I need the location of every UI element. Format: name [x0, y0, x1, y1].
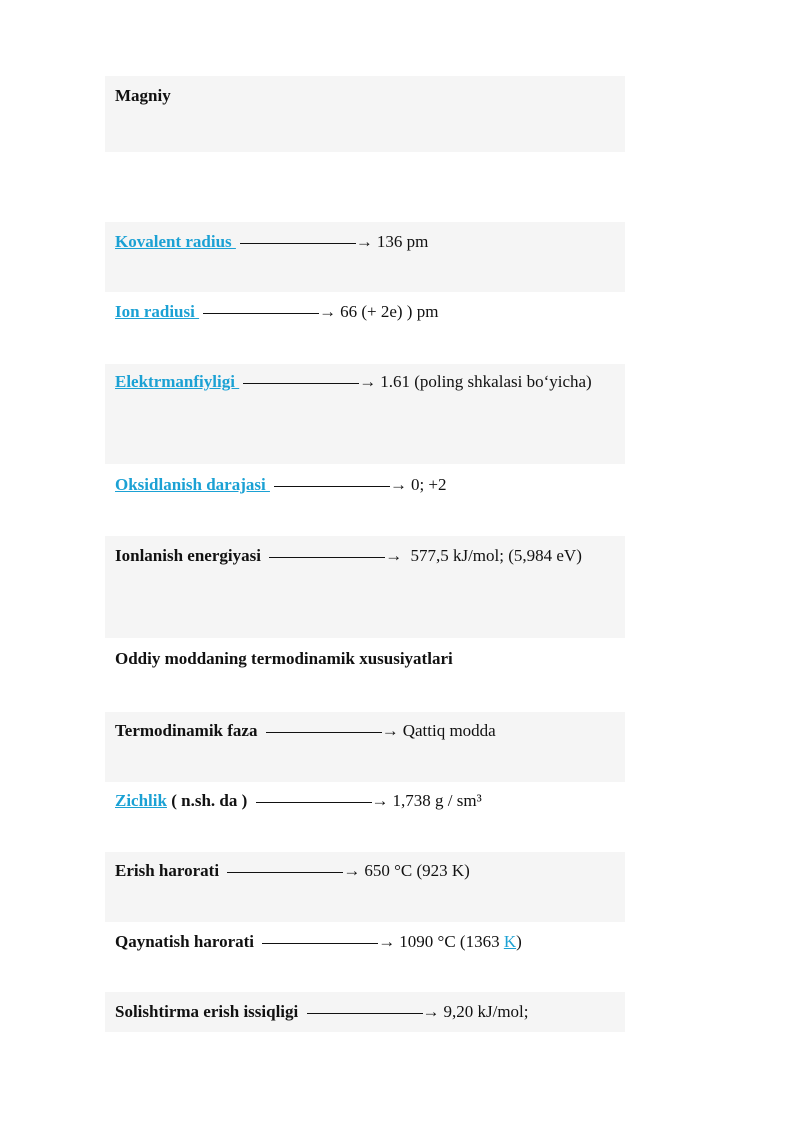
- dash-line: [269, 557, 385, 558]
- arrow-icon: →: [389, 475, 407, 494]
- kelvin-link[interactable]: K: [503, 932, 517, 951]
- dash-line: [227, 872, 343, 873]
- arrow-icon: →: [355, 232, 373, 251]
- row-zichlik: [105, 782, 625, 852]
- arrow-icon: →: [319, 302, 337, 321]
- section-heading: Oddiy moddaning termodinamik xususiyatlari: [115, 649, 453, 668]
- dash-line: [266, 732, 382, 733]
- zichlik-label: ( n.sh. da ): [166, 791, 252, 810]
- ion-radius-link[interactable]: Ion radiusi: [115, 302, 200, 321]
- arrow-icon: →: [359, 372, 377, 391]
- termodinamik-faza-value: Qattiq modda: [402, 721, 496, 740]
- dash-line: [274, 486, 390, 487]
- elektrmanfiyligi-link[interactable]: Elektrmanfiyligi: [115, 372, 240, 391]
- elektrmanfiyligi-value: 1.61 (poling shkalasi bo‘yicha): [380, 372, 592, 391]
- dash-line: [240, 243, 356, 244]
- row-qaynatish-harorati: [105, 922, 625, 992]
- ionlanish-energiyasi-value: 577,5 kJ/mol; (5,984 eV): [406, 546, 582, 565]
- oksidlanish-darajasi-link[interactable]: Oksidlanish darajasi: [115, 475, 270, 494]
- ionlanish-energiyasi-label: Ionlanish energiyasi: [115, 546, 266, 565]
- row-oksidlanish-darajasi: [105, 464, 625, 536]
- solishtirma-erish-issiqligi-value: 9,20 kJ/mol;: [443, 1002, 529, 1021]
- qaynatish-harorati-value-end: ): [516, 932, 522, 951]
- dash-line: [243, 383, 359, 384]
- row-elektrmanfiyligi: [105, 364, 625, 464]
- row-erish-harorati: [105, 852, 625, 922]
- row-ion-radius: [105, 292, 625, 364]
- dash-line: [203, 313, 319, 314]
- page-title: Magniy: [115, 86, 171, 105]
- section-heading-block: [105, 638, 625, 712]
- arrow-icon: →: [381, 721, 399, 740]
- ion-radius-value: 66 (+ 2e) ) pm: [340, 302, 439, 321]
- dash-line: [307, 1013, 423, 1014]
- arrow-icon: →: [371, 791, 389, 810]
- erish-harorati-value: 650 °C (923 K): [364, 861, 470, 880]
- solishtirma-erish-issiqligi-label: Solishtirma erish issiqligi: [115, 1002, 303, 1021]
- zichlik-link[interactable]: Zichlik: [115, 791, 167, 810]
- qaynatish-harorati-value: 1090 °C (1363: [399, 932, 504, 951]
- row-ionlanish-energiyasi: [105, 536, 625, 638]
- erish-harorati-label: Erish harorati: [115, 861, 224, 880]
- arrow-icon: →: [343, 861, 361, 880]
- termodinamik-faza-label: Termodinamik faza: [115, 721, 262, 740]
- arrow-icon: →: [385, 546, 403, 565]
- arrow-icon: →: [378, 932, 396, 951]
- arrow-icon: →: [422, 1002, 440, 1021]
- row-kovalent-radius: [105, 222, 625, 292]
- dash-line: [262, 943, 378, 944]
- kovalent-radius-link[interactable]: Kovalent radius: [115, 232, 236, 251]
- zichlik-value: 1,738 g / sm³: [392, 791, 482, 810]
- row-termodinamik-faza: [105, 712, 625, 782]
- row-solishtirma-erish-issiqligi: [105, 992, 625, 1032]
- kovalent-radius-value: 136 pm: [376, 232, 429, 251]
- title-block: [105, 76, 625, 152]
- oksidlanish-darajasi-value: 0; +2: [410, 475, 447, 494]
- dash-line: [256, 802, 372, 803]
- qaynatish-harorati-label: Qaynatish harorati: [115, 932, 259, 951]
